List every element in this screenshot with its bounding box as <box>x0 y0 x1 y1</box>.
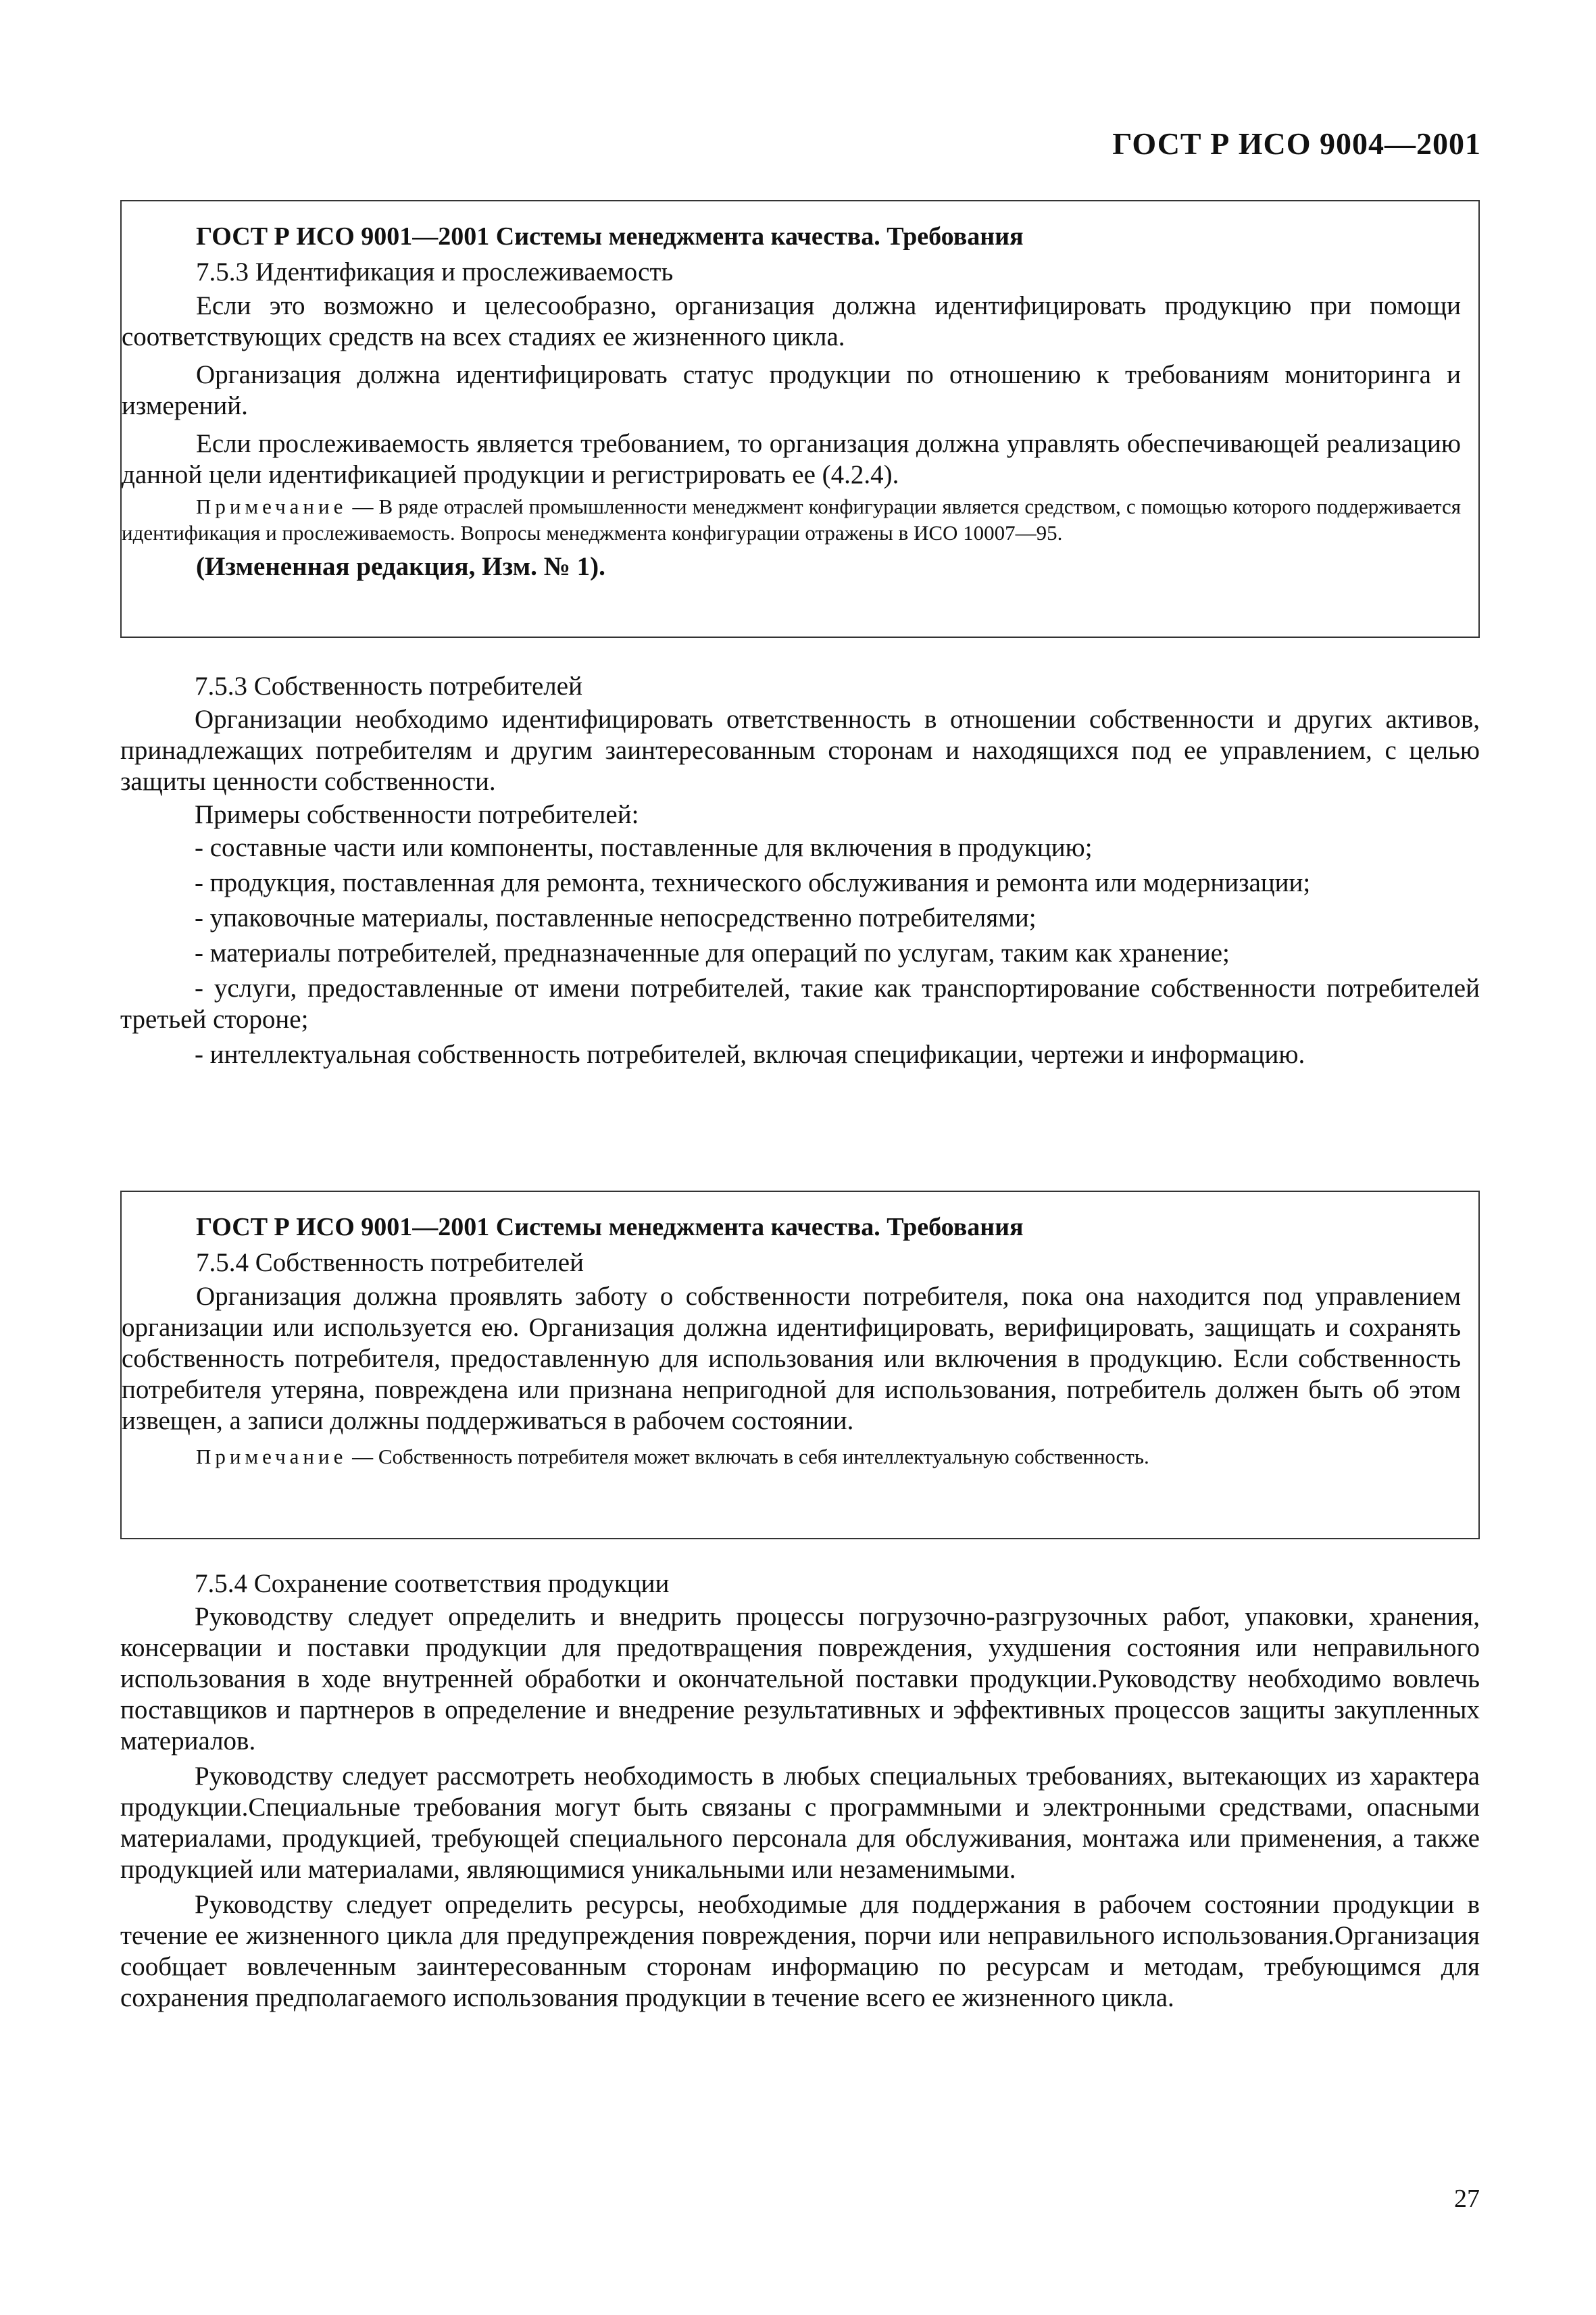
box-note <box>122 1443 1461 1470</box>
quoted-standard-box-2 <box>120 1191 1480 1539</box>
examples-label: Примеры собственности потребителей: <box>195 800 639 829</box>
box-paragraph: Организация должна проявлять заботу о собственности потребителя, пока она находится под управлением организации или используется ею. Организация должна идентифицировать, верифицировать, защищать и сохранять собственность потребителя, предоставленную для использования или включения в продукцию. Если собственность потребителя утеряна, повреждена или признана непригодной для использования, потребитель должен быть об этом извещен, а записи должны поддерживаться в рабочем состоянии. <box>122 1282 1461 1435</box>
list-item: - интеллектуальная собственность потребителей, включая спецификации, чертежи и информацию. <box>195 1040 1305 1069</box>
list-item: - продукция, поставленная для ремонта, технического обслуживания и ремонта или модернизации; <box>195 868 1311 897</box>
box-paragraph: Если это возможно и целесообразно, организация должна идентифицировать продукцию при помощи соответствующих средств на всех стадиях ее жизненного цикла. <box>122 291 1461 351</box>
box-subheading: 7.5.4 Собственность потребителей <box>196 1248 584 1277</box>
section-subheading: 7.5.4 Сохранение соответствия продукции <box>195 1569 670 1598</box>
section-paragraph: Организации необходимо идентифицировать ответственность в отношении собственности и других активов, принадлежащих потребителям и другим заинтересованным сторонам и находящихся под ее управлением, с целью защиты ценности собственности. <box>120 705 1480 796</box>
page-number: 27 <box>1454 2185 1480 2213</box>
list-item: - упаковочные материалы, поставленные непосредственно потребителями; <box>195 903 1037 932</box>
section-subheading: 7.5.3 Собственность потребителей <box>195 672 582 701</box>
edition-note: (Измененная редакция, Изм. № 1). <box>196 552 605 581</box>
section-paragraph: Руководству следует определить и внедрить процессы погрузочно-разгрузочных работ, упаковки, хранения, консервации и поставки продукции для предотвращения повреждения, ухудшения состояния или неправильного использования в ходе внутренней обработки и окончательной поставки продукции.Руководству необходимо вовлечь поставщиков и партнеров в определение и внедрение результативных и эффективных процессов защиты закупленных материалов. <box>120 1602 1480 1756</box>
note-text: — Собственность потребителя может включать в себя интеллектуальную собственность. <box>347 1445 1149 1468</box>
note-label: Примечание <box>196 495 347 518</box>
list-item: - составные части или компоненты, поставленные для включения в продукцию; <box>195 833 1093 862</box>
quoted-standard-box-1 <box>120 200 1480 638</box>
box-paragraph: Если прослеживаемость является требованием, то организация должна управлять обеспечивающей реализацию данной цели идентификацией продукции и регистрировать ее (4.2.4). <box>122 429 1461 489</box>
box-subheading: 7.5.3 Идентификация и прослеживаемость <box>196 257 674 287</box>
box-title: ГОСТ Р ИСО 9001—2001 Системы менеджмента качества. Требования <box>196 1213 1024 1241</box>
note-text: — В ряде отраслей промышленности менеджмент конфигурации является средством, с помощью которого поддерживается идентификация и прослеживаемость. Вопросы менеджмента конфигурации отражены в ИСО 10007—95. <box>122 495 1461 545</box>
section-preservation <box>120 1566 1480 2014</box>
section-paragraph: Руководству следует рассмотреть необходимость в любых специальных требованиях, вытекающих из характера продукции.Специальные требования могут быть связаны с программными и электронными средствами, опасными материалами, продукцией, требующей специального персонала для обслуживания, монтажа или применения, а также продукцией или материалами, являющимися уникальными или незаменимыми. <box>120 1762 1480 1884</box>
box-title: ГОСТ Р ИСО 9001—2001 Системы менеджмента качества. Требования <box>196 222 1024 251</box>
section-customer-property <box>120 669 1480 1074</box>
note-label: Примечание <box>196 1445 347 1468</box>
box-note <box>122 493 1461 546</box>
section-paragraph: Руководству следует определить ресурсы, необходимые для поддержания в рабочем состоянии продукции в течение ее жизненного цикла для предупреждения повреждения, порчи или неправильного использования.Организация сообщает вовлеченным заинтересованным сторонам информацию по ресурсам и методам, требующимся для сохранения предполагаемого использования продукции в течение всего ее жизненного цикла. <box>120 1890 1480 2012</box>
document-header: ГОСТ Р ИСО 9004—2001 <box>1112 126 1481 161</box>
box-paragraph: Организация должна идентифицировать статус продукции по отношению к требованиям мониторинга и измерений. <box>122 360 1461 420</box>
list-item: - материалы потребителей, предназначенные для операций по услугам, таким как хранение; <box>195 939 1230 968</box>
list-item: - услуги, предоставленные от имени потребителей, такие как транспортирование собственности потребителей третьей стороне; <box>120 974 1480 1034</box>
